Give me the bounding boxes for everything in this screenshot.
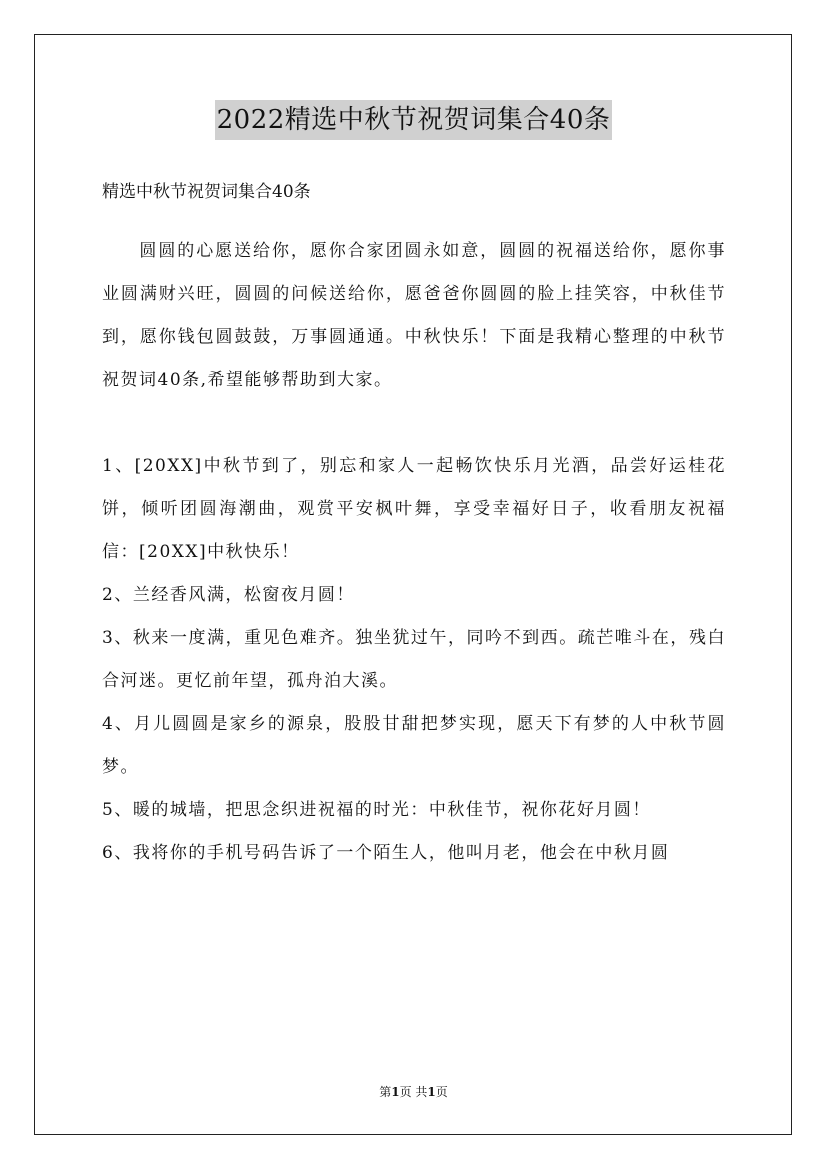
document-subtitle: 精选中秋节祝贺词集合40条 [102,182,311,202]
document-body [102,230,726,875]
page-footer [0,1084,827,1100]
page-prefix: 第 [379,1085,392,1099]
list-item: 4、月儿圆圆是家乡的源泉，股股甘甜把梦实现，愿天下有梦的人中秋节圆梦。 [102,714,726,777]
page-total: 1 [427,1085,436,1099]
page-suffix: 页 [435,1085,448,1099]
intro-paragraph: 圆圆的心愿送给你，愿你合家团圆永如意，圆圆的祝福送给你，愿你事业圆满财兴旺，圆圆的问候送给你，愿爸爸你圆圆的脸上挂笑容，中秋佳节到，愿你钱包圆鼓鼓，万事圆通通。中秋快乐！下面是我精心整理的中秋节祝贺词40条,希望能够帮助到大家。 [102,241,726,390]
list-item: 2、兰经香风满，松窗夜月圆！ [102,585,355,605]
list-item: 1、[20XX]中秋节到了，别忘和家人一起畅饮快乐月光酒，品尝好运桂花饼，倾听团圆海潮曲，观赏平安枫叶舞，享受幸福好日子，收看朋友祝福信：[20XX]中秋快乐！ [102,456,726,562]
title-container [0,100,827,140]
document-title: 2022精选中秋节祝贺词集合40条 [215,100,613,140]
list-item: 3、秋来一度满，重见色难齐。独坐犹过午，同吟不到西。疏芒唯斗在，残白合河迷。更忆前年望，孤舟泊大溪。 [102,628,726,691]
list-item: 5、暖的城墙，把思念织进祝福的时光：中秋佳节，祝你花好月圆！ [102,800,651,820]
page-current: 1 [391,1085,400,1099]
list-item: 6、我将你的手机号码告诉了一个陌生人，他叫月老，他会在中秋月圆 [102,843,670,863]
page-mid: 页 共 [399,1085,428,1099]
